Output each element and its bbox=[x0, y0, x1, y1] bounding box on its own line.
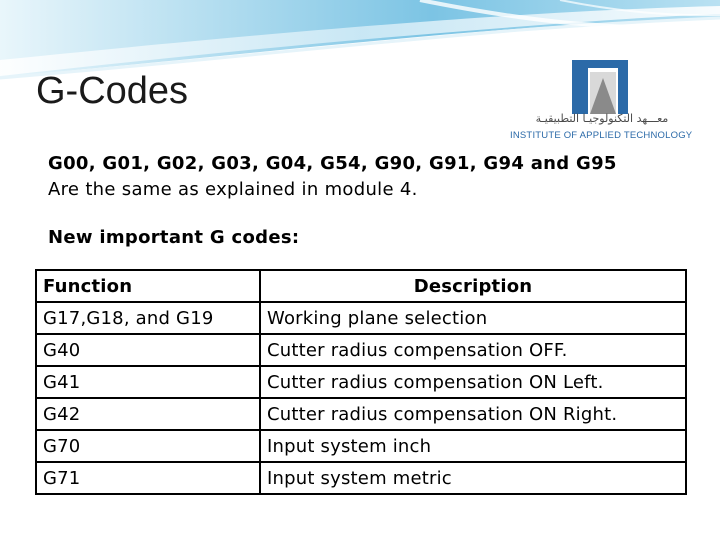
table-row bbox=[36, 462, 686, 494]
description-cell: Input system inch bbox=[260, 430, 686, 462]
description-cell: Working plane selection bbox=[260, 302, 686, 334]
table-row bbox=[36, 366, 686, 398]
shared-gcodes-note: Are the same as explained in module 4. bbox=[48, 179, 418, 200]
table-heading: New important G codes: bbox=[48, 227, 300, 248]
description-cell: Cutter radius compensation OFF. bbox=[260, 334, 686, 366]
institute-logo-mark-icon bbox=[572, 60, 628, 114]
table-row bbox=[36, 398, 686, 430]
institute-logo bbox=[510, 60, 693, 145]
column-header-function: Function bbox=[36, 270, 260, 302]
institute-name-arabic: معـــهد التكنولوجيـا التطبيقيـة bbox=[535, 112, 669, 125]
table-row bbox=[36, 430, 686, 462]
function-cell: G41 bbox=[36, 366, 260, 398]
description-cell: Cutter radius compensation ON Right. bbox=[260, 398, 686, 430]
function-cell: G70 bbox=[36, 430, 260, 462]
table-row bbox=[36, 334, 686, 366]
function-cell: G71 bbox=[36, 462, 260, 494]
description-cell: Cutter radius compensation ON Left. bbox=[260, 366, 686, 398]
description-cell: Input system metric bbox=[260, 462, 686, 494]
institute-name-english: INSTITUTE OF APPLIED TECHNOLOGY bbox=[510, 130, 693, 141]
table-row bbox=[36, 302, 686, 334]
shared-gcodes-list: G00, G01, G02, G03, G04, G54, G90, G91, G94 and G95 bbox=[48, 153, 617, 174]
slide-title: G-Codes bbox=[36, 70, 189, 112]
function-cell: G42 bbox=[36, 398, 260, 430]
function-cell: G17,G18, and G19 bbox=[36, 302, 260, 334]
function-cell: G40 bbox=[36, 334, 260, 366]
table-header-row bbox=[36, 270, 686, 302]
gcodes-table bbox=[35, 269, 687, 495]
column-header-description: Description bbox=[260, 270, 686, 302]
